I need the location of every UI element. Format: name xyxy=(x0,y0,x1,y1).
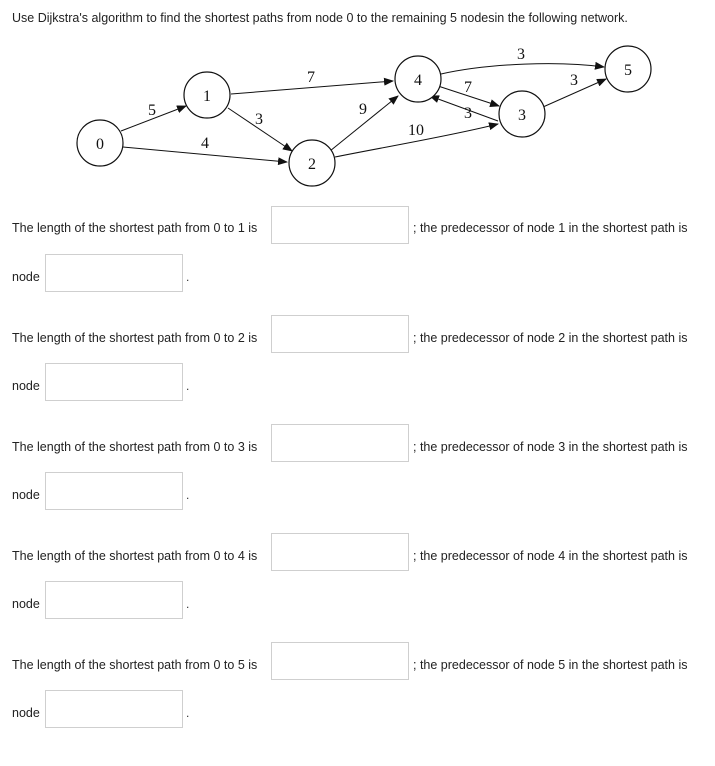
edge-weight: 9 xyxy=(359,101,367,118)
node-label-1: 1 xyxy=(203,88,211,105)
row-end-4: . xyxy=(186,597,190,611)
row-end-5: . xyxy=(186,706,190,720)
length-input-4[interactable] xyxy=(271,533,409,571)
predecessor-input-3[interactable] xyxy=(45,472,183,510)
edge-weight: 3 xyxy=(570,72,578,89)
predecessor-label-4: ; the predecessor of node 4 in the shortest path is xyxy=(413,549,688,563)
node-label-text-2: node xyxy=(12,379,40,393)
node-label-text-1: node xyxy=(12,270,40,284)
predecessor-input-5[interactable] xyxy=(45,690,183,728)
node-label-3: 3 xyxy=(518,107,526,124)
predecessor-label-3: ; the predecessor of node 3 in the shortest path is xyxy=(413,440,688,454)
edge-4-5 xyxy=(441,64,604,74)
edge-weight: 7 xyxy=(307,69,315,86)
node-label-0: 0 xyxy=(96,136,104,153)
length-label-3: The length of the shortest path from 0 to 3 is xyxy=(12,440,258,454)
predecessor-label-2: ; the predecessor of node 2 in the shortest path is xyxy=(413,331,688,345)
question-intro: Use Dijkstra's algorithm to find the shortest paths from node 0 to the remaining 5 nodesin the following network. xyxy=(12,11,628,25)
node-label-text-4: node xyxy=(12,597,40,611)
row-end-1: . xyxy=(186,270,190,284)
predecessor-input-1[interactable] xyxy=(45,254,183,292)
length-label-5: The length of the shortest path from 0 to 5 is xyxy=(12,658,258,672)
length-input-2[interactable] xyxy=(271,315,409,353)
node-label-text-5: node xyxy=(12,706,40,720)
edge-weight: 10 xyxy=(408,122,424,139)
edge-weight: 7 xyxy=(464,79,472,96)
length-input-5[interactable] xyxy=(271,642,409,680)
node-label-5: 5 xyxy=(624,62,632,79)
row-end-3: . xyxy=(186,488,190,502)
edge-weight: 3 xyxy=(517,46,525,63)
edge-weight: 4 xyxy=(201,135,209,152)
length-input-1[interactable] xyxy=(271,206,409,244)
node-label-4: 4 xyxy=(414,72,422,89)
predecessor-label-5: ; the predecessor of node 5 in the shortest path is xyxy=(413,658,688,672)
node-label-2: 2 xyxy=(308,156,316,173)
edge-weight: 5 xyxy=(148,102,156,119)
edge-weight: 3 xyxy=(255,111,263,128)
predecessor-input-4[interactable] xyxy=(45,581,183,619)
predecessor-input-2[interactable] xyxy=(45,363,183,401)
row-end-2: . xyxy=(186,379,190,393)
predecessor-label-1: ; the predecessor of node 1 in the shortest path is xyxy=(413,221,688,235)
edge-weight: 3 xyxy=(464,105,472,122)
node-label-text-3: node xyxy=(12,488,40,502)
network-graph xyxy=(0,0,715,200)
length-label-1: The length of the shortest path from 0 to 1 is xyxy=(12,221,258,235)
length-label-4: The length of the shortest path from 0 to 4 is xyxy=(12,549,258,563)
length-input-3[interactable] xyxy=(271,424,409,462)
length-label-2: The length of the shortest path from 0 to 2 is xyxy=(12,331,258,345)
